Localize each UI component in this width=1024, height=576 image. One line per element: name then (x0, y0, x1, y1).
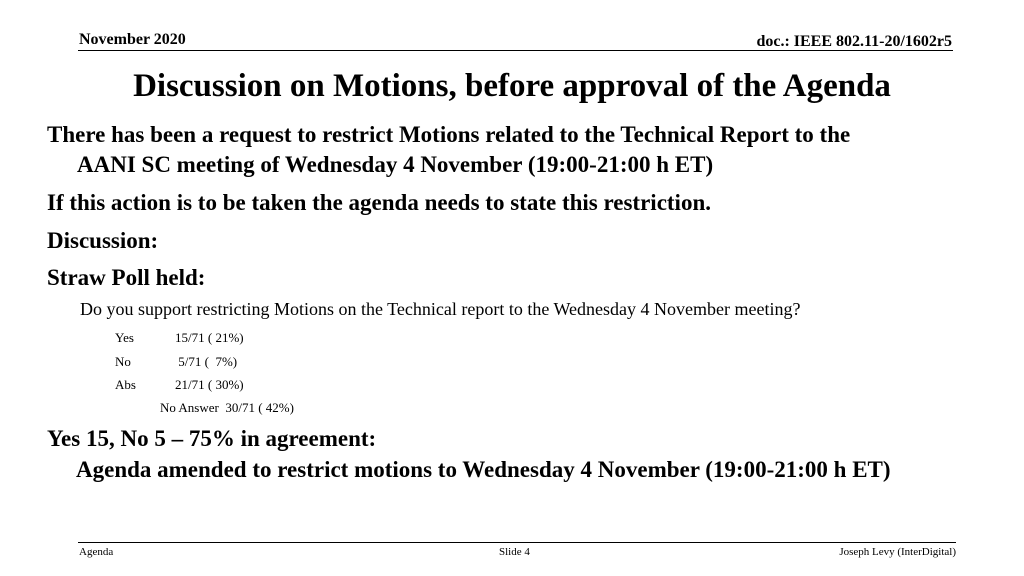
footer-slide-number: Slide 4 (499, 546, 530, 558)
header-date: November 2020 (79, 31, 186, 48)
slide-title: Discussion on Motions, before approval of the Agenda (133, 68, 891, 104)
vote-label-abs: Abs (115, 377, 136, 392)
vote-label-no: No (115, 354, 131, 369)
discussion-label: Discussion: (47, 228, 159, 253)
footer-author: Joseph Levy (InterDigital) (839, 546, 956, 558)
footer-divider (78, 542, 956, 543)
vote-value-yes: 15/71 ( 21%) (175, 330, 244, 345)
vote-value-no: 5/71 ( 7%) (175, 354, 238, 369)
poll-question: Do you support restricting Motions on the Technical report to the Wednesday 4 November meeting? (80, 299, 801, 319)
header-doc-id: doc.: IEEE 802.11-20/1602r5 (756, 33, 952, 50)
vote-no-answer: No Answer 30/71 ( 42%) (160, 400, 294, 415)
agenda-amendment: Agenda amended to restrict motions to Wednesday 4 November (19:00-21:00 h ET) (76, 457, 891, 482)
vote-label-yes: Yes (115, 330, 134, 345)
poll-result: Yes 15, No 5 – 75% in agreement: (47, 426, 377, 451)
action-line: If this action is to be taken the agenda needs to state this restriction. (47, 190, 711, 215)
footer-left: Agenda (79, 546, 114, 558)
straw-poll-label: Straw Poll held: (47, 265, 206, 290)
vote-value-abs: 21/71 ( 30%) (175, 377, 244, 392)
request-line-2: AANI SC meeting of Wednesday 4 November (19:00-21:00 h ET) (77, 152, 714, 177)
request-line-1: There has been a request to restrict Motions related to the Technical Report to the (47, 122, 851, 147)
header-divider (78, 50, 953, 51)
